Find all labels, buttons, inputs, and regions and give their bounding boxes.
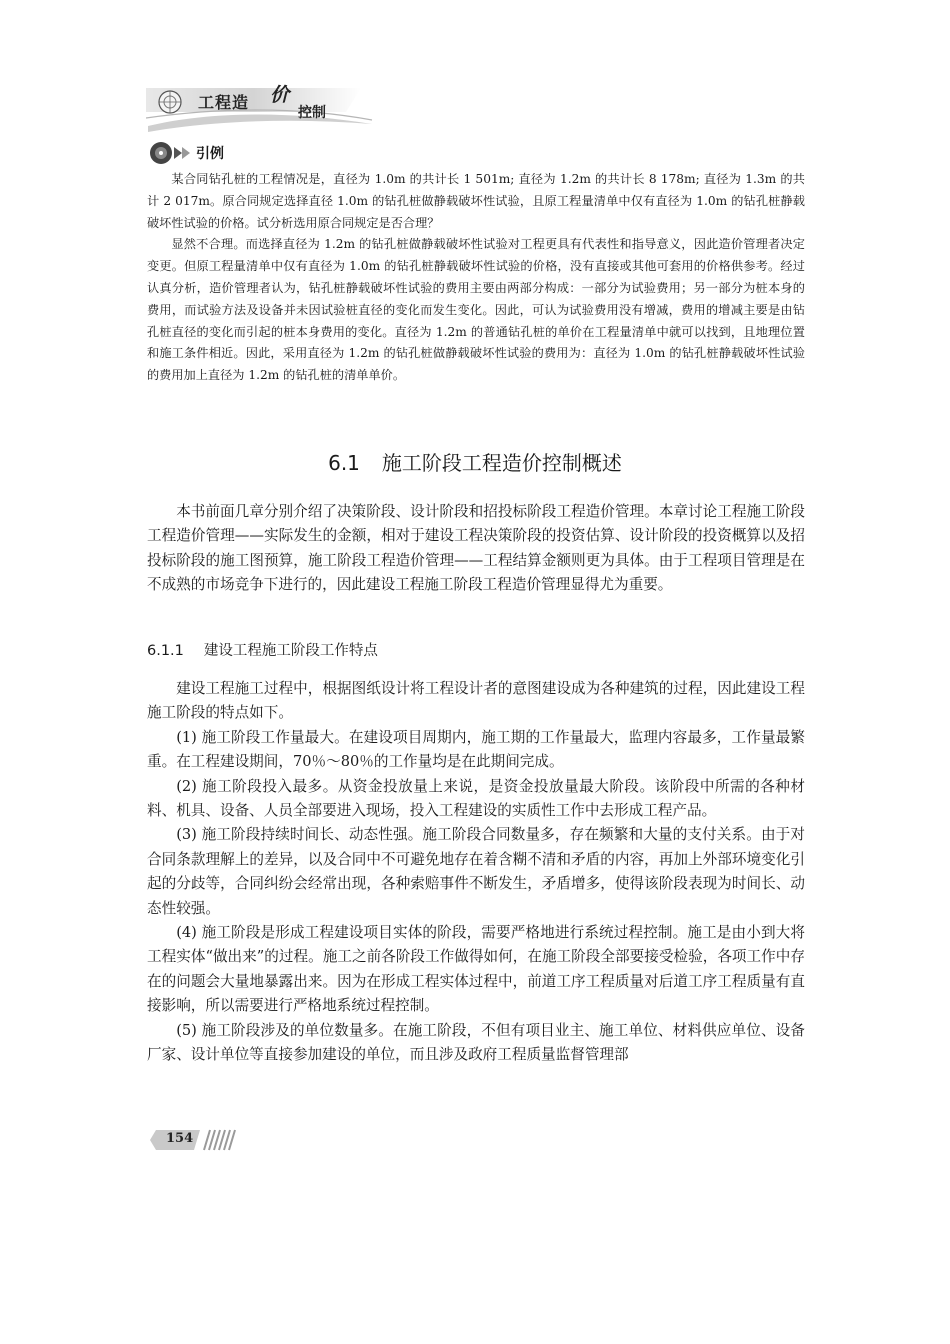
lead-label: 引例 [196, 146, 224, 162]
lead-case-text [147, 169, 805, 387]
feature-item-4: (4) 施工阶段是形成工程建设项目实体的阶段，需要严格地进行系统过程控制。施工是由小到大将工程实体“做出来”的过程。施工之前各阶段工作做得如何，在施工阶段全部要接受检验，各项工作中存在的问题会大量地暴露出来。因为在形成工程实体过程中，前道工序工程质量对后道工序工程质量有直接影响，所以需要进行严格地系统过程控制。 [147, 924, 805, 1015]
header-title-part2: 价 [270, 84, 290, 106]
lead-paragraph-1: 某合同钻孔桩的工程情况是，直径为 1.0m 的共计长 1 501m; 直径为 1.2m 的共计长 8 178m; 直径为 1.3m 的共计 2 017m。原合同规定选择直径 1.0m 的钻孔桩做静载破坏性试验，且原工程量清单中仅有直径为 1.0m 的钻孔桩静载破坏性试验的价格。试分析选用原合同规定是否合理？ [147, 172, 805, 230]
page-tab-graphic [148, 1128, 240, 1152]
section-title-text: 施工阶段工程造价控制概述 [381, 451, 622, 475]
feature-item-1: (1) 施工阶段工作量最大。在建设项目周期内，施工期的工作量最大，监理内容最多，工作量最繁重。在工程建设期间，70％～80％的工作量均是在此期间完成。 [147, 728, 805, 771]
header-title-part3: 控制 [298, 105, 326, 121]
header-title-part1: 工程造 [198, 93, 250, 112]
page-number-tab [148, 1128, 240, 1152]
disc-arrow-icon [148, 140, 194, 166]
section-intro-paragraph: 本书前面几章分别介绍了决策阶段、设计阶段和招投标阶段工程造价管理。本章讨论工程施工阶段工程造价管理——实际发生的金额，相对于建设工程决策阶段的投资估算、设计阶段的投资概算以及招投标阶段的施工图预算，施工阶段工程造价管理——工程结算金额则更为具体。由于工程项目管理是在不成熟的市场竞争下进行的，因此建设工程施工阶段工程造价管理显得尤为重要。 [147, 503, 805, 594]
section-number: 6.1 [328, 451, 360, 475]
feature-item-5: (5) 施工阶段涉及的单位数量多。在施工阶段，不但有项目业主、施工单位、材料供应单位、设备厂家、设计单位等直接参加建设的单位，而且涉及政府工程质量监督管理部 [147, 1021, 805, 1064]
subsection-title-text: 建设工程施工阶段工作特点 [203, 643, 378, 659]
subsection-intro-paragraph: 建设工程施工过程中，根据图纸设计将工程设计者的意图建设成为各种建筑的过程，因此建设工程施工阶段的特点如下。 [147, 680, 805, 722]
page-number: 154 [166, 1131, 194, 1146]
header-swoosh-graphic [146, 82, 376, 138]
chapter-header [146, 82, 376, 138]
subsection-body [147, 677, 805, 1068]
subsection-number: 6.1.1 [147, 643, 184, 659]
subsection-heading [147, 639, 378, 660]
feature-item-3: (3) 施工阶段持续时间长、动态性强。施工阶段合同数量多，存在频繁和大量的支付关系。由于对合同条款理解上的差异，以及合同中不可避免地存在着含糊不清和矛盾的内容，再加上外部环境变化引起的分歧等，合同纠纷会经常出现，各种索赔事件不断发生，矛盾增多，使得该阶段表现为时间长、动态性较强。 [147, 826, 805, 917]
feature-item-2: (2) 施工阶段投入最多。从资金投放量上来说，是资金投放量最大阶段。该阶段中所需的各种材料、机具、设备、人员全部要进入现场，投入工程建设的实质性工作中去形成工程产品。 [147, 777, 805, 820]
section-intro-block [147, 500, 805, 598]
lead-paragraph-2: 显然不合理。而选择直径为 1.2m 的钻孔桩做静载破坏性试验对工程更具有代表性和指导意义，因此造价管理者决定变更。但原工程量清单中仅有直径为 1.0m 的钻孔桩静载破坏性试验的价格，没有直接或其他可套用的价格供参考。经过认真分析，造价管理者认为，钻孔桩静载破坏性试验的费用主要由两部分构成：一部分为试验费用；另一部分为桩本身的费用，而试验方法及设备并未因试验桩直径的变化而发生变化。因此，可认为试验费用没有增减，费用的增减主要是由钻孔桩直径的变化而引起的桩本身费用的变化。直径为 1.2m 的普通钻孔桩的单价在工程量清单中就可以找到，且地理位置和施工条件相近。因此，采用直径为 1.2m 的钻孔桩做静载破坏性试验的费用为：直径为 1.0m 的钻孔桩静载破坏性试验的费用加上直径为 1.2m 的钻孔桩的清单单价。 [147, 237, 805, 383]
section-heading [0, 447, 950, 476]
